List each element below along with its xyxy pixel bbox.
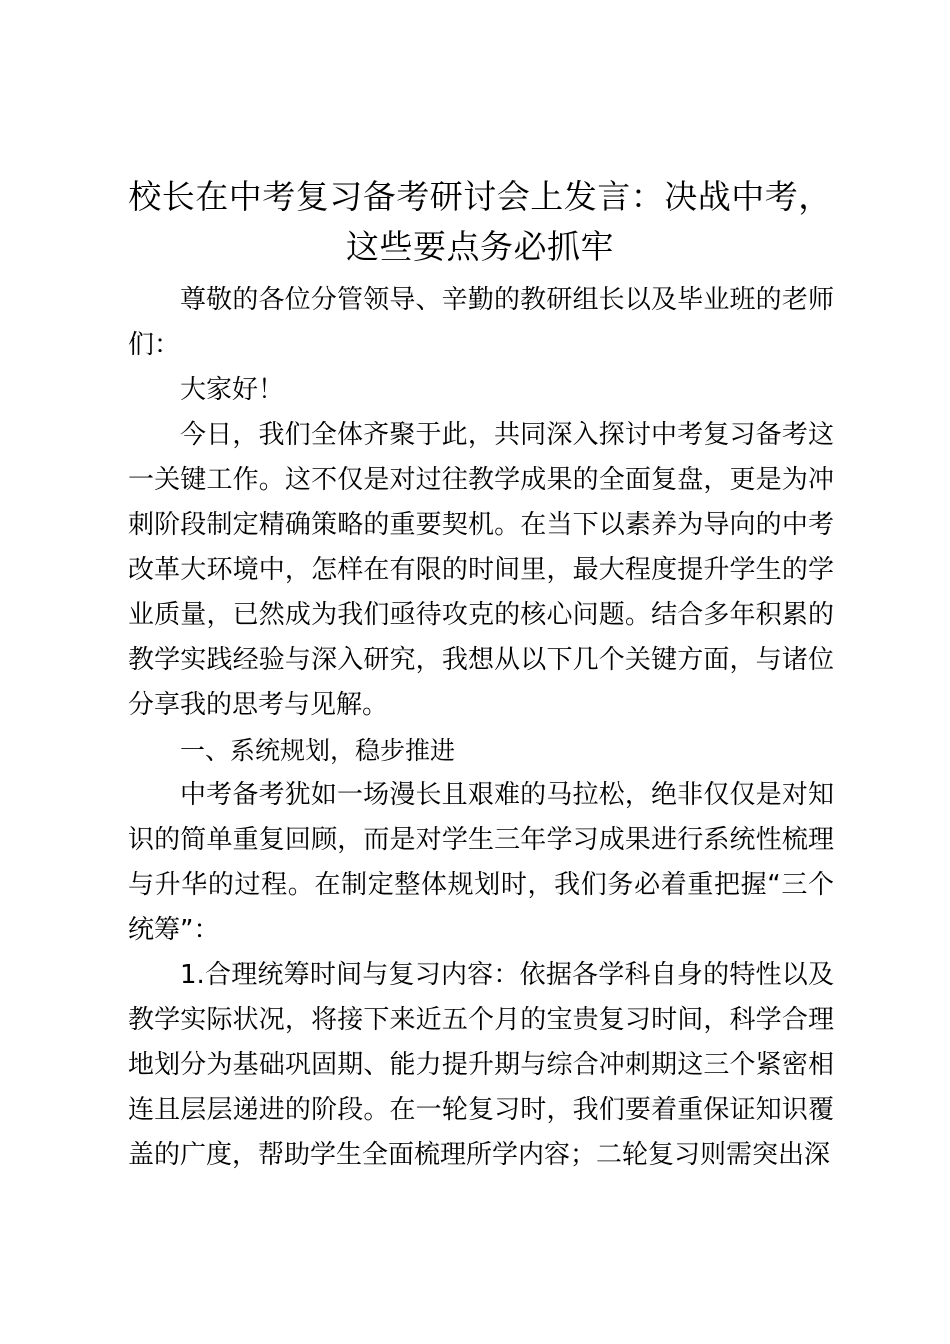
document-title [120, 172, 840, 272]
document-body [128, 278, 834, 1178]
point-paragraph: 1.合理统筹时间与复习内容：依据各学科自身的特性以及教学实际状况，将接下来近五个月的宝贵复习时间，科学合理地划分为基础巩固期、能力提升期与综合冲刺期这三个紧密相连且层层递进的阶段。在一轮复习时，我们要着重保证知识覆盖的广度，帮助学生全面梳理所学内容；二轮复习则需突出深 [128, 960, 834, 1170]
section-heading: 一、系统规划，稳步推进 [180, 736, 456, 765]
section-paragraph: 中考备考犹如一场漫长且艰难的马拉松，绝非仅仅是对知识的简单重复回顾，而是对学生三年学习成果进行系统性梳理与升华的过程。在制定整体规划时，我们务必着重把握“三个统筹”： [128, 780, 834, 945]
greeting-paragraph: 大家好！ [180, 375, 285, 405]
title-line-1: 校长在中考复习备考研讨会上发言：决战中考， [128, 177, 832, 216]
intro-paragraph: 今日，我们全体齐聚于此，共同深入探讨中考复习备考这一关键工作。这不仅是对过往教学成果的全面复盘，更是为冲刺阶段制定精确策略的重要契机。在当下以素养为导向的中考改革大环境中，怎样在有限的时间里，最大程度提升学生的学业质量，已然成为我们亟待攻克的核心问题。结合多年积累的教学实践经验与深入研究，我想从以下几个关键方面，与诸位分享我的思考与见解。 [128, 420, 834, 720]
title-line-2: 这些要点务必抓牢 [346, 227, 614, 266]
salutation-paragraph: 尊敬的各位分管领导、辛勤的教研组长以及毕业班的老师们： [128, 285, 834, 360]
